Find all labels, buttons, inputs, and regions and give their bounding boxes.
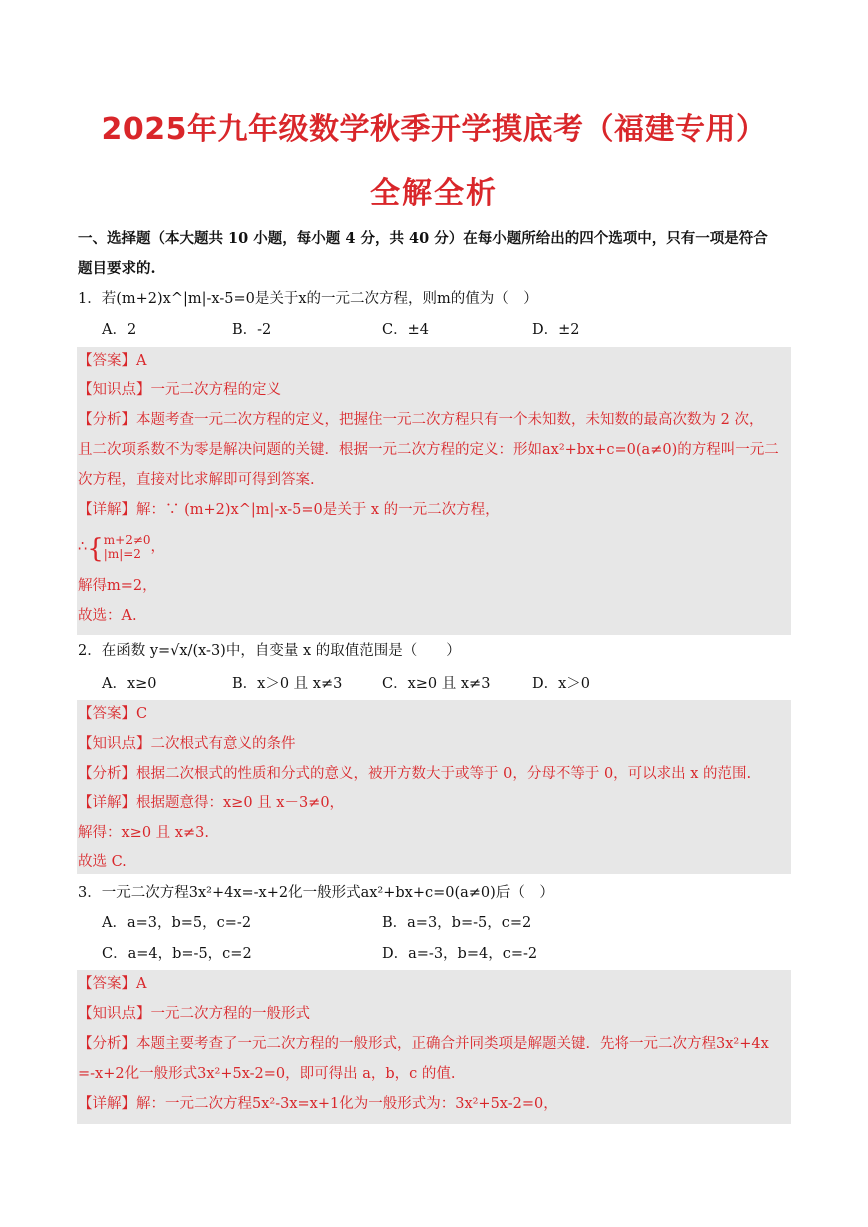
q2-stem: 2．在函数 y=√x/(x-3)中，自变量 x 的取值范围是（ ） bbox=[78, 643, 461, 659]
q2-detail-line1: 根据题意得：x≥0 且 x－3≠0， bbox=[136, 795, 345, 811]
q1-detail-line4: 故选：A. bbox=[78, 608, 137, 624]
q2-option-d: D．x＞0 bbox=[532, 676, 591, 692]
q2-option-c: C．x≥0 且 x≠3 bbox=[382, 676, 491, 692]
q3-knowledge: 【知识点】一元二次方程的一般形式 bbox=[78, 1006, 310, 1022]
q3-detail-line1: 解：一元二次方程5x²-3x=x+1化为一般形式为：3x²+5x-2=0， bbox=[136, 1096, 558, 1112]
q2-knowledge: 【知识点】二次根式有意义的条件 bbox=[78, 736, 296, 752]
q1-detail-line3: 解得m=2， bbox=[78, 578, 157, 594]
q1-analysis-line1: 【分析】本题考查一元二次方程的定义，把握住一元二次方程只有一个未知数，未知数的最高次数为 2 次， bbox=[78, 412, 764, 428]
page-title: 2025年九年级数学秋季开学摸底考（福建专用） bbox=[101, 112, 767, 147]
q2-detail-line3: 故选 C. bbox=[78, 854, 127, 870]
q3-stem: 3．一元二次方程3x²+4x=-x+2化一般形式ax²+bx+c=0(a≠0)后（ ） bbox=[78, 885, 554, 901]
q3-option-c: C．a=4，b=-5，c=2 bbox=[102, 946, 252, 962]
q2-analysis: 【分析】根据二次根式的性质和分式的意义，被开方数大于或等于 0，分母不等于 0，可以求出 x 的范围. bbox=[78, 766, 752, 782]
q3-answer: 【答案】A bbox=[78, 976, 147, 992]
q1-answer: 【答案】A bbox=[78, 353, 147, 369]
q1-option-b: B．-2 bbox=[232, 322, 272, 338]
q3-option-b: B．a=3，b=-5，c=2 bbox=[382, 915, 532, 931]
q2-option-b: B．x＞0 且 x≠3 bbox=[232, 676, 343, 692]
q1-sys-suffix: ， bbox=[150, 539, 166, 555]
q2-answer: 【答案】C bbox=[78, 706, 148, 722]
q2-detail-label: 【详解】 bbox=[78, 795, 136, 811]
section-heading bbox=[78, 224, 798, 284]
q2-solution-box bbox=[77, 700, 791, 874]
q1-detail bbox=[78, 499, 798, 521]
q1-analysis-line3: 次方程，直接对比求解即可得到答案. bbox=[78, 472, 315, 488]
q1-option-c: C．±4 bbox=[382, 322, 429, 338]
q2-detail-line2: 解得：x≥0 且 x≠3. bbox=[78, 825, 209, 841]
q1-sys-rows bbox=[104, 533, 151, 561]
q1-option-d: D．±2 bbox=[532, 322, 580, 338]
q3-analysis-line2: =-x+2化一般形式3x²+5x-2=0，即可得出 a，b，c 的值. bbox=[78, 1066, 456, 1082]
brace-icon: { bbox=[87, 534, 104, 564]
q1-detail-line1: 解：∵ (m+2)x^|m|-x-5=0是关于 x 的一元二次方程， bbox=[136, 502, 500, 518]
section-heading-line2: 题目要求的. bbox=[78, 260, 156, 277]
q2-option-a: A．x≥0 bbox=[102, 676, 157, 692]
page-subtitle: 全解全析 bbox=[370, 176, 498, 211]
q1-detail-label: 【详解】 bbox=[78, 502, 136, 518]
q1-sys-row2: |m|=2 bbox=[103, 547, 141, 561]
section-heading-line1: 一、选择题（本大题共 10 小题，每小题 4 分，共 40 分）在每小题所给出的四个选项中，只有一项是符合 bbox=[78, 230, 768, 247]
q1-sys-row1: m+2≠0 bbox=[103, 533, 151, 547]
q3-option-d: D．a=-3，b=4，c=-2 bbox=[382, 946, 538, 962]
q3-detail-label: 【详解】 bbox=[78, 1096, 136, 1112]
q1-equation-system bbox=[78, 533, 798, 564]
q3-detail bbox=[78, 1093, 798, 1115]
q2-detail bbox=[78, 792, 798, 814]
q3-option-a: A．a=3，b=5，c=-2 bbox=[102, 915, 252, 931]
q3-analysis-line1: 【分析】本题主要考查了一元二次方程的一般形式，正确合并同类项是解题关键．先将一元二次方程3x²+4x bbox=[78, 1036, 769, 1052]
q1-analysis-line2: 且二次项系数不为零是解决问题的关键．根据一元二次方程的定义：形如ax²+bx+c=0(a≠0)的方程叫一元二 bbox=[78, 442, 779, 458]
q1-stem: 1．若(m+2)x^|m|-x-5=0是关于x的一元二次方程，则m的值为（ ） bbox=[78, 291, 538, 307]
q1-option-a: A．2 bbox=[102, 322, 137, 338]
q1-sys-prefix: ∴ bbox=[78, 539, 88, 555]
q1-knowledge: 【知识点】一元二次方程的定义 bbox=[78, 382, 281, 398]
